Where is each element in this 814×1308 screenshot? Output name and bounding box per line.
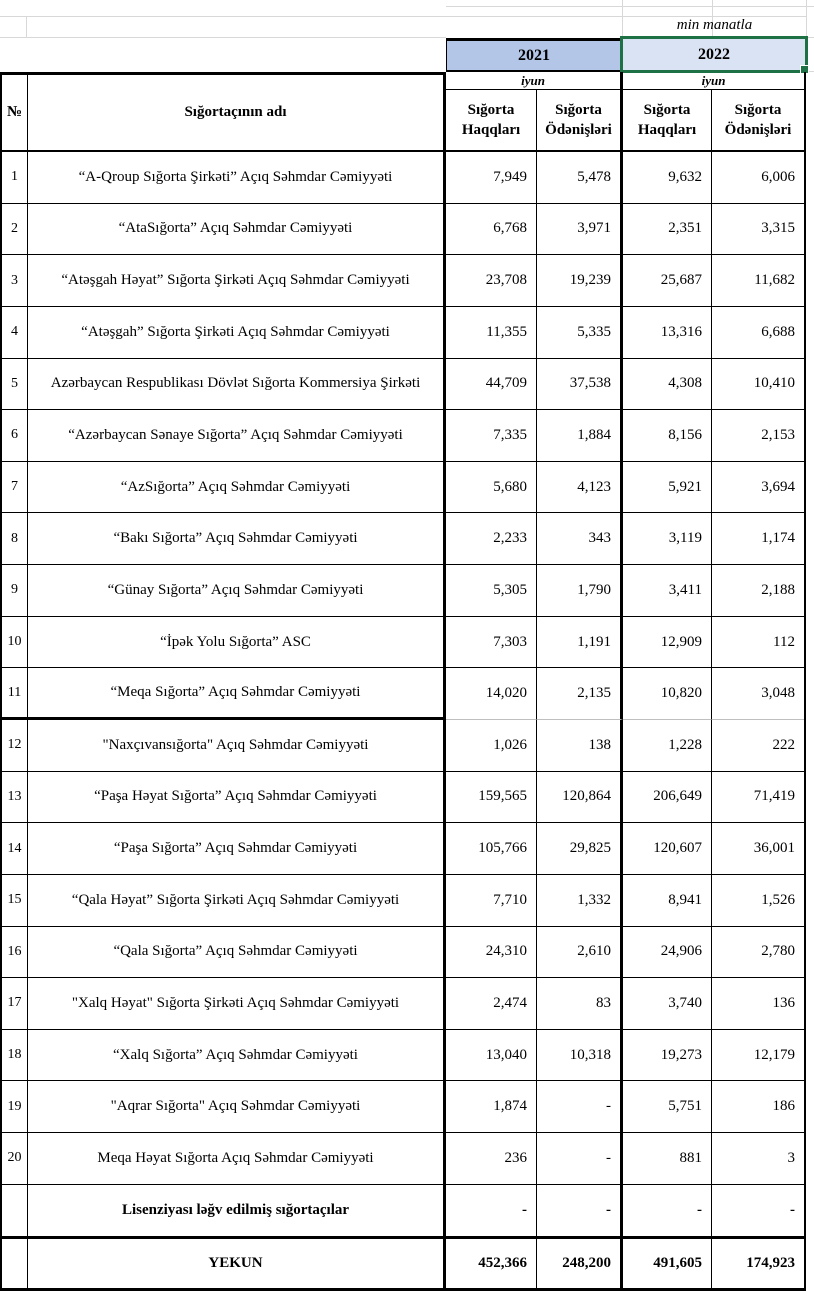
- value-cell-2021-payments[interactable]: 3,971: [537, 204, 623, 256]
- row-number-cell[interactable]: 18: [2, 1030, 28, 1082]
- value-cell-2022-payments[interactable]: 6,688: [712, 307, 804, 359]
- table-row: [2, 307, 804, 359]
- value-cell-2022-payments[interactable]: -: [790, 1202, 795, 1219]
- row-number-cell[interactable]: 4: [2, 307, 28, 359]
- value-cell-2022-payments[interactable]: 3,048: [712, 668, 804, 720]
- value-cell-2022-payments[interactable]: 3,315: [712, 204, 804, 256]
- value-cell-2022-payments[interactable]: 174,923: [746, 1255, 795, 1272]
- value-cell-2021-payments[interactable]: 37,538: [537, 359, 623, 411]
- value-cell-2021-payments[interactable]: 29,825: [537, 823, 623, 875]
- company-name-cell[interactable]: “Qala Həyat” Sığorta Şirkəti Açıq Səhmdar Cəmiyyəti: [28, 875, 446, 927]
- value-cell-2021-payments[interactable]: 1,191: [537, 617, 623, 669]
- row-number-cell[interactable]: 3: [2, 255, 28, 307]
- company-name-cell[interactable]: “Bakı Sığorta” Açıq Səhmdar Cəmiyyəti: [28, 513, 446, 565]
- company-name-cell[interactable]: “Atəşgah Həyat” Sığorta Şirkəti Açıq Səhmdar Cəmiyyəti: [28, 255, 446, 307]
- value-cell-2022-payments[interactable]: 1,526: [712, 875, 804, 927]
- table-row: [2, 359, 804, 411]
- value-cell-2021-premiums[interactable]: 13,040: [446, 1030, 537, 1082]
- value-cell-2022-premiums[interactable]: 8,156: [623, 410, 712, 462]
- gridline: [806, 0, 807, 36]
- row-number-cell[interactable]: 11: [2, 668, 28, 720]
- value-cell-2022-payments[interactable]: 136: [712, 978, 804, 1030]
- value-cell-2021-premiums[interactable]: 7,949: [446, 152, 537, 204]
- value-cell-2021-premiums[interactable]: 2,474: [446, 978, 537, 1030]
- value-cell-2021-payments[interactable]: 5,335: [537, 307, 623, 359]
- value-cell-2021-premiums[interactable]: 236: [446, 1133, 537, 1185]
- company-name-cell[interactable]: “A-Qroup Sığorta Şirkəti” Açıq Səhmdar Cəmiyyəti: [28, 152, 446, 204]
- value-cell-2021-payments[interactable]: -: [537, 1185, 623, 1237]
- value-cell-2021-premiums[interactable]: 1,874: [446, 1081, 537, 1133]
- company-name-cell[interactable]: “Paşa Sığorta” Açıq Səhmdar Cəmiyyəti: [28, 823, 446, 875]
- value-cell-2022-payments[interactable]: 3: [712, 1133, 804, 1185]
- value-cell-2021-payments[interactable]: 248,200: [537, 1239, 623, 1288]
- value-cell-2021-premiums[interactable]: 105,766: [446, 823, 537, 875]
- row-number-cell[interactable]: [2, 1239, 28, 1288]
- value-cell-2022-premiums[interactable]: 10,820: [623, 668, 712, 720]
- value-cell-2021-payments[interactable]: 10,318: [537, 1030, 623, 1082]
- year-2021-cell[interactable]: 2021: [446, 38, 621, 72]
- company-name-cell[interactable]: “İpək Yolu Sığorta” ASC: [28, 617, 446, 669]
- table-row: [2, 668, 804, 720]
- table-row: [2, 565, 804, 617]
- company-name-cell[interactable]: "Naxçıvansığorta" Açıq Səhmdar Cəmiyyəti: [28, 720, 446, 772]
- value-cell-2021-premiums[interactable]: 5,680: [446, 462, 537, 514]
- row-number-cell[interactable]: 5: [2, 359, 28, 411]
- period-2021-cell[interactable]: iyun: [446, 72, 623, 90]
- value-cell-2021-payments[interactable]: -: [537, 1081, 623, 1133]
- header-number-col[interactable]: №: [2, 75, 28, 150]
- gridline: [446, 6, 814, 7]
- value-cell-2022-premiums[interactable]: 12,909: [623, 617, 712, 669]
- company-name-cell[interactable]: “Meqa Sığorta” Açıq Səhmdar Cəmiyyəti: [28, 668, 446, 720]
- value-cell-2022-premiums[interactable]: 3,119: [623, 513, 712, 565]
- table-row: [2, 823, 804, 875]
- row-number-cell[interactable]: 12: [2, 720, 28, 772]
- value-cell-2022-payments[interactable]: 112: [712, 617, 804, 669]
- table-row: [2, 1030, 804, 1082]
- value-cell-2022-premiums[interactable]: 5,921: [623, 462, 712, 514]
- value-cell-2022-premiums[interactable]: 8,941: [623, 875, 712, 927]
- value-cell-2021-premiums[interactable]: 6,768: [446, 204, 537, 256]
- value-cell-2021-payments[interactable]: -: [537, 1133, 623, 1185]
- table-row: [2, 152, 804, 204]
- company-name-cell[interactable]: “Azərbaycan Sənaye Sığorta” Açıq Səhmdar Cəmiyyəti: [28, 410, 446, 462]
- value-cell-2022-premiums[interactable]: 1,228: [623, 720, 712, 772]
- table-row: [2, 720, 804, 772]
- row-number-cell[interactable]: 6: [2, 410, 28, 462]
- company-name-cell[interactable]: “Günay Sığorta” Açıq Səhmdar Cəmiyyəti: [28, 565, 446, 617]
- units-note: min manatla: [676, 16, 753, 33]
- row-number-cell[interactable]: 13: [2, 772, 28, 824]
- table-row: [2, 462, 804, 514]
- header-name-col[interactable]: Sığortaçının adı: [28, 75, 446, 150]
- table-row: [2, 927, 804, 979]
- value-cell-2022-premiums[interactable]: 4,308: [623, 359, 712, 411]
- row-number-cell[interactable]: 7: [2, 462, 28, 514]
- value-cell-2021-premiums[interactable]: 11,355: [446, 307, 537, 359]
- value-cell-2022-premiums[interactable]: 206,649: [623, 772, 712, 824]
- company-name-cell[interactable]: “Qala Sığorta” Açıq Səhmdar Cəmiyyəti: [28, 927, 446, 979]
- value-cell-2022-premiums[interactable]: 13,316: [623, 307, 712, 359]
- value-cell-2021-premiums[interactable]: 5,305: [446, 565, 537, 617]
- value-cell-2021-premiums[interactable]: 7,335: [446, 410, 537, 462]
- company-name-cell[interactable]: “AtaSığorta” Açıq Səhmdar Cəmiyyəti: [28, 204, 446, 256]
- value-cell-2022-premiums[interactable]: 881: [623, 1133, 712, 1185]
- table-row: [2, 772, 804, 824]
- value-cell-2021-premiums[interactable]: 7,303: [446, 617, 537, 669]
- year-2022-cell-selected[interactable]: [620, 36, 808, 73]
- value-cell-2021-payments[interactable]: 83: [537, 978, 623, 1030]
- value-cell-2021-payments[interactable]: 2,610: [537, 927, 623, 979]
- table-row: [2, 255, 804, 307]
- row-number-cell[interactable]: 10: [2, 617, 28, 669]
- value-cell-2021-payments[interactable]: 138: [537, 720, 623, 772]
- table-row: [2, 204, 804, 256]
- value-cell-2021-payments[interactable]: 343: [537, 513, 623, 565]
- value-cell-2022-payments[interactable]: 11,682: [712, 255, 804, 307]
- company-name-cell[interactable]: “Atəşgah” Sığorta Şirkəti Açıq Səhmdar Cəmiyyəti: [28, 307, 446, 359]
- value-cell-2021-premiums[interactable]: 14,020: [446, 668, 537, 720]
- value-cell-2021-payments[interactable]: 4,123: [537, 462, 623, 514]
- value-cell-2022-premiums[interactable]: 491,605: [623, 1239, 712, 1288]
- cancelled-licenses-row: [2, 1185, 804, 1237]
- value-cell-2021-premiums[interactable]: 23,708: [446, 255, 537, 307]
- company-name-cell[interactable]: “Xalq Sığorta” Açıq Səhmdar Cəmiyyəti: [28, 1030, 446, 1082]
- value-cell-2021-premiums[interactable]: 2,233: [446, 513, 537, 565]
- gridline: [0, 37, 446, 38]
- value-cell-2021-payments[interactable]: 1,332: [537, 875, 623, 927]
- value-cell-2021-payments[interactable]: 19,239: [537, 255, 623, 307]
- total-row: [2, 1236, 804, 1288]
- company-name-cell[interactable]: “Paşa Həyat Sığorta” Açıq Səhmdar Cəmiyyəti: [28, 772, 446, 824]
- row-number-cell[interactable]: [2, 1185, 28, 1237]
- company-name-cell[interactable]: "Xalq Həyat" Sığorta Şirkəti Açıq Səhmdar Cəmiyyəti: [28, 978, 446, 1030]
- header-left-block: [0, 72, 446, 150]
- row-number-cell[interactable]: 15: [2, 875, 28, 927]
- row-number-cell[interactable]: 2: [2, 204, 28, 256]
- table-row: [2, 617, 804, 669]
- value-cell-2021-premiums[interactable]: 24,310: [446, 927, 537, 979]
- value-cell-2022-premiums[interactable]: 19,273: [623, 1030, 712, 1082]
- header-2021-payments[interactable]: Sığorta Ödənişləri: [537, 90, 623, 150]
- value-cell-2022-payments[interactable]: 3,694: [712, 462, 804, 514]
- value-cell-2022-payments[interactable]: 2,153: [712, 410, 804, 462]
- table-row: [2, 513, 804, 565]
- table-row: [2, 1081, 804, 1133]
- value-cell-2021-premiums[interactable]: 1,026: [446, 720, 537, 772]
- value-cell-2021-premiums[interactable]: 452,366: [446, 1239, 537, 1288]
- value-cell-2021-premiums[interactable]: -: [446, 1185, 537, 1237]
- row-number-cell[interactable]: 9: [2, 565, 28, 617]
- value-cell-2022-premiums[interactable]: 5,751: [623, 1081, 712, 1133]
- value-cell-2022-payments[interactable]: 222: [712, 720, 804, 772]
- value-cell-2022-premiums[interactable]: 9,632: [623, 152, 712, 204]
- value-cell-2021-payments[interactable]: 120,864: [537, 772, 623, 824]
- value-cell-2022-payments[interactable]: 2,780: [712, 927, 804, 979]
- row-number-cell[interactable]: 14: [2, 823, 28, 875]
- value-cell-2021-premiums[interactable]: 7,710: [446, 875, 537, 927]
- value-cell-2022-premiums[interactable]: 3,411: [623, 565, 712, 617]
- company-name-cell[interactable]: “AzSığorta” Açıq Səhmdar Cəmiyyəti: [28, 462, 446, 514]
- value-cell-2022-premiums[interactable]: 120,607: [623, 823, 712, 875]
- table-row: [2, 875, 804, 927]
- value-cell-2022-premiums[interactable]: -: [623, 1185, 712, 1237]
- value-cell-2022-premiums[interactable]: 24,906: [623, 927, 712, 979]
- table-row: [2, 1133, 804, 1185]
- total-row-label[interactable]: YEKUN: [28, 1239, 446, 1288]
- value-cell-2022-premiums[interactable]: 2,351: [623, 204, 712, 256]
- value-cell-2022-premiums[interactable]: 3,740: [623, 978, 712, 1030]
- period-2022-cell[interactable]: iyun: [623, 72, 806, 90]
- row-number-cell[interactable]: 19: [2, 1081, 28, 1133]
- value-cell-2022-payments[interactable]: 186: [712, 1081, 804, 1133]
- value-cell-2022-payments[interactable]: 1,174: [712, 513, 804, 565]
- table-row: [2, 978, 804, 1030]
- company-name-cell[interactable]: "Aqrar Sığorta" Açıq Səhmdar Cəmiyyəti: [28, 1081, 446, 1133]
- value-cell-2022-premiums[interactable]: 25,687: [623, 255, 712, 307]
- row-number-cell[interactable]: 17: [2, 978, 28, 1030]
- row-number-cell[interactable]: 20: [2, 1133, 28, 1185]
- cancelled-licenses-row-label[interactable]: Lisenziyası ləğv edilmiş sığortaçılar: [28, 1185, 446, 1237]
- value-cell-2021-premiums[interactable]: 159,565: [446, 772, 537, 824]
- year-2022-label: 2022: [698, 45, 730, 63]
- header-2022-payments[interactable]: Sığorta Ödənişləri: [712, 90, 806, 150]
- value-cell-2021-payments[interactable]: 2,135: [537, 668, 623, 720]
- row-number-cell[interactable]: 1: [2, 152, 28, 204]
- company-name-cell[interactable]: Meqa Həyat Sığorta Açıq Səhmdar Cəmiyyəti: [28, 1133, 446, 1185]
- value-cell-2022-payments[interactable]: 10,410: [712, 359, 804, 411]
- header-2021-premiums[interactable]: Sığorta Haqqları: [446, 90, 537, 150]
- gridline: [26, 16, 27, 38]
- value-cell-2022-payments[interactable]: 2,188: [712, 565, 804, 617]
- value-cell-2022-payments[interactable]: 36,001: [712, 823, 804, 875]
- value-cell-2021-payments[interactable]: 5,478: [537, 152, 623, 204]
- table-row: [2, 410, 804, 462]
- row-number-cell[interactable]: 8: [2, 513, 28, 565]
- company-name-cell[interactable]: Azərbaycan Respublikası Dövlət Sığorta Kommersiya Şirkəti: [28, 359, 446, 411]
- value-cell-2021-premiums[interactable]: 44,709: [446, 359, 537, 411]
- header-2022-premiums[interactable]: Sığorta Haqqları: [623, 90, 712, 150]
- value-cell-2022-payments[interactable]: 12,179: [712, 1030, 804, 1082]
- row-number-cell[interactable]: 16: [2, 927, 28, 979]
- value-cell-2022-payments[interactable]: 71,419: [712, 772, 804, 824]
- table-body: [0, 150, 806, 1291]
- value-cell-2021-payments[interactable]: 1,884: [537, 410, 623, 462]
- value-cell-2021-payments[interactable]: 1,790: [537, 565, 623, 617]
- value-cell-2022-payments[interactable]: 6,006: [712, 152, 804, 204]
